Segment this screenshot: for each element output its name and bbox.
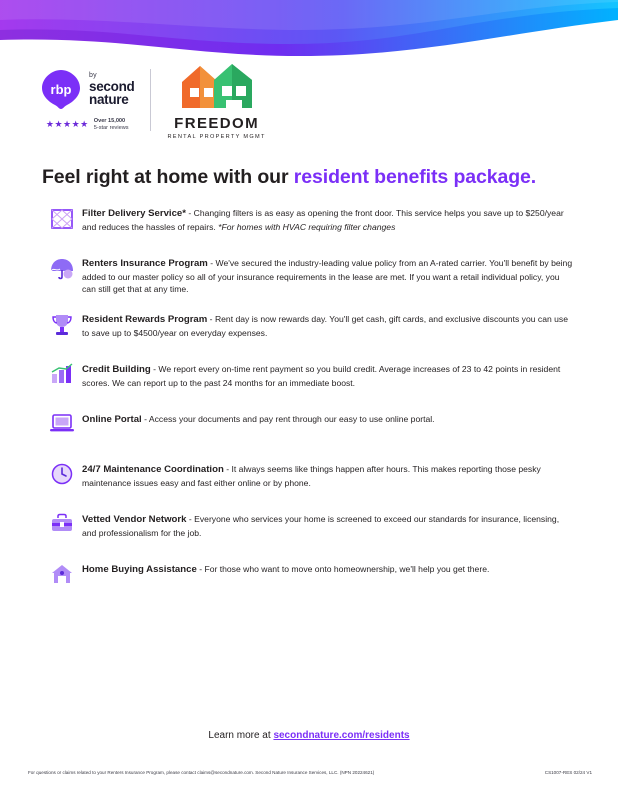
partner-name: FREEDOM bbox=[174, 115, 259, 132]
benefit-title: 24/7 Maintenance Coordination bbox=[82, 463, 224, 475]
benefit-title: Online Portal bbox=[82, 413, 142, 425]
benefit-title: Filter Delivery Service* bbox=[82, 208, 186, 219]
benefit-dash: - bbox=[186, 208, 194, 218]
list-item bbox=[42, 461, 578, 496]
rbp-logo-block bbox=[40, 69, 150, 132]
benefit-text bbox=[82, 561, 489, 577]
benefit-dash: - bbox=[150, 363, 159, 374]
headline-accent: resident benefits package. bbox=[293, 166, 537, 188]
star-rating-icon: ★★★★★ bbox=[45, 119, 89, 129]
document-code: CS1007-RES 02/24 V1 bbox=[544, 770, 592, 775]
benefit-text bbox=[82, 511, 574, 539]
page-title bbox=[42, 166, 582, 189]
reviews-block bbox=[46, 118, 129, 132]
benefit-text bbox=[82, 411, 435, 427]
benefit-text bbox=[82, 311, 574, 339]
rbp-logo-row bbox=[40, 69, 134, 111]
benefit-body: Everyone who services your home is screened to exceed our standards for insurance, licensing, and professionalism for the job. bbox=[82, 513, 560, 538]
reviews-label: 5-star reviews bbox=[93, 124, 129, 131]
by-label: by bbox=[89, 72, 97, 80]
learn-more-prefix: Learn more at bbox=[208, 730, 274, 741]
company-line-2: nature bbox=[89, 92, 129, 108]
benefit-title: Renters Insurance Program bbox=[82, 258, 208, 269]
list-item bbox=[42, 361, 578, 396]
benefit-title: Resident Rewards Program bbox=[82, 313, 208, 325]
list-item bbox=[42, 561, 578, 596]
reviews-count: Over 15,000 bbox=[93, 117, 126, 124]
house-key-icon bbox=[42, 561, 82, 596]
rbp-mark-text: rbp bbox=[50, 81, 72, 97]
benefit-body: Rent day is now rewards day. You'll get cash, gift cards, and exclusive discounts you can use to save up to $4500/year on everyday expenses. bbox=[82, 313, 569, 338]
residents-link[interactable]: secondnature.com/residents bbox=[273, 730, 410, 741]
learn-more-line bbox=[0, 730, 618, 741]
partner-logo-block bbox=[167, 60, 265, 140]
benefit-dash: - bbox=[186, 513, 195, 524]
second-nature-wordmark bbox=[89, 72, 134, 106]
benefit-dash: - bbox=[207, 258, 216, 268]
freedom-house-icon bbox=[174, 60, 260, 112]
umbrella-icon bbox=[42, 255, 82, 290]
benefit-body: We report every on-time rent payment so you build credit. Average increases of 23 to 42 points in resident scores. We can report up to the past 24 months for an immediate boost. bbox=[82, 363, 561, 388]
benefit-body: For those who want to move onto homeownership, we'll help you get there. bbox=[204, 563, 490, 574]
benefit-dash: - bbox=[207, 313, 215, 324]
filter-icon bbox=[42, 205, 82, 240]
trophy-icon bbox=[42, 311, 82, 346]
headline-lead: Feel right at home with our bbox=[42, 166, 294, 188]
list-item bbox=[42, 255, 578, 296]
list-item bbox=[42, 311, 578, 346]
list-item bbox=[42, 205, 578, 240]
reviews-text bbox=[94, 118, 129, 132]
rbp-badge-icon bbox=[40, 69, 82, 111]
benefit-title: Vetted Vendor Network bbox=[82, 513, 187, 525]
benefit-note: *For homes with HVAC requiring filter changes bbox=[218, 221, 396, 232]
benefit-text bbox=[82, 205, 574, 233]
list-item bbox=[42, 511, 578, 546]
benefits-list bbox=[42, 205, 578, 611]
logo-divider bbox=[150, 69, 151, 131]
company-line-1: second bbox=[89, 78, 135, 94]
benefit-text bbox=[82, 255, 574, 296]
benefit-body: It always seems like things happen after hours. This makes reporting those pesky maintenance issues easy and fast either online or by phone. bbox=[82, 463, 541, 488]
toolbox-icon bbox=[42, 511, 82, 546]
partner-subtitle: RENTAL PROPERTY MGMT bbox=[167, 134, 266, 140]
fine-print: For questions or claims related to your Renters Insurance Program, please contact claims@secondnature.com. Second Nature Insurance Services, LLC. (NPN 20224621) bbox=[28, 770, 375, 775]
benefit-body: Changing filters is as easy as opening the front door. This service helps you save up to $250/year and reduces the hassles of repairs. bbox=[82, 208, 564, 232]
benefit-body: We've secured the industry-leading value policy from an A-rated carrier. You'll benefit by being added to our master policy so all of your insurance requirements in the lease are met. If you want a retail individual policy, you can still get that at any time. bbox=[82, 258, 573, 295]
benefit-dash: - bbox=[196, 563, 205, 574]
list-item bbox=[42, 411, 578, 446]
benefit-text bbox=[82, 361, 574, 389]
benefit-body: Access your documents and pay rent through our easy to use online portal. bbox=[148, 413, 435, 424]
benefit-title: Credit Building bbox=[82, 363, 151, 375]
clock-icon bbox=[42, 461, 82, 496]
benefit-dash: - bbox=[141, 413, 149, 424]
benefit-text bbox=[82, 461, 574, 489]
laptop-icon bbox=[42, 411, 82, 446]
benefit-dash: - bbox=[223, 463, 232, 474]
benefit-title: Home Buying Assistance bbox=[82, 563, 197, 575]
logo-header bbox=[40, 60, 266, 140]
credit-chart-icon bbox=[42, 361, 82, 396]
